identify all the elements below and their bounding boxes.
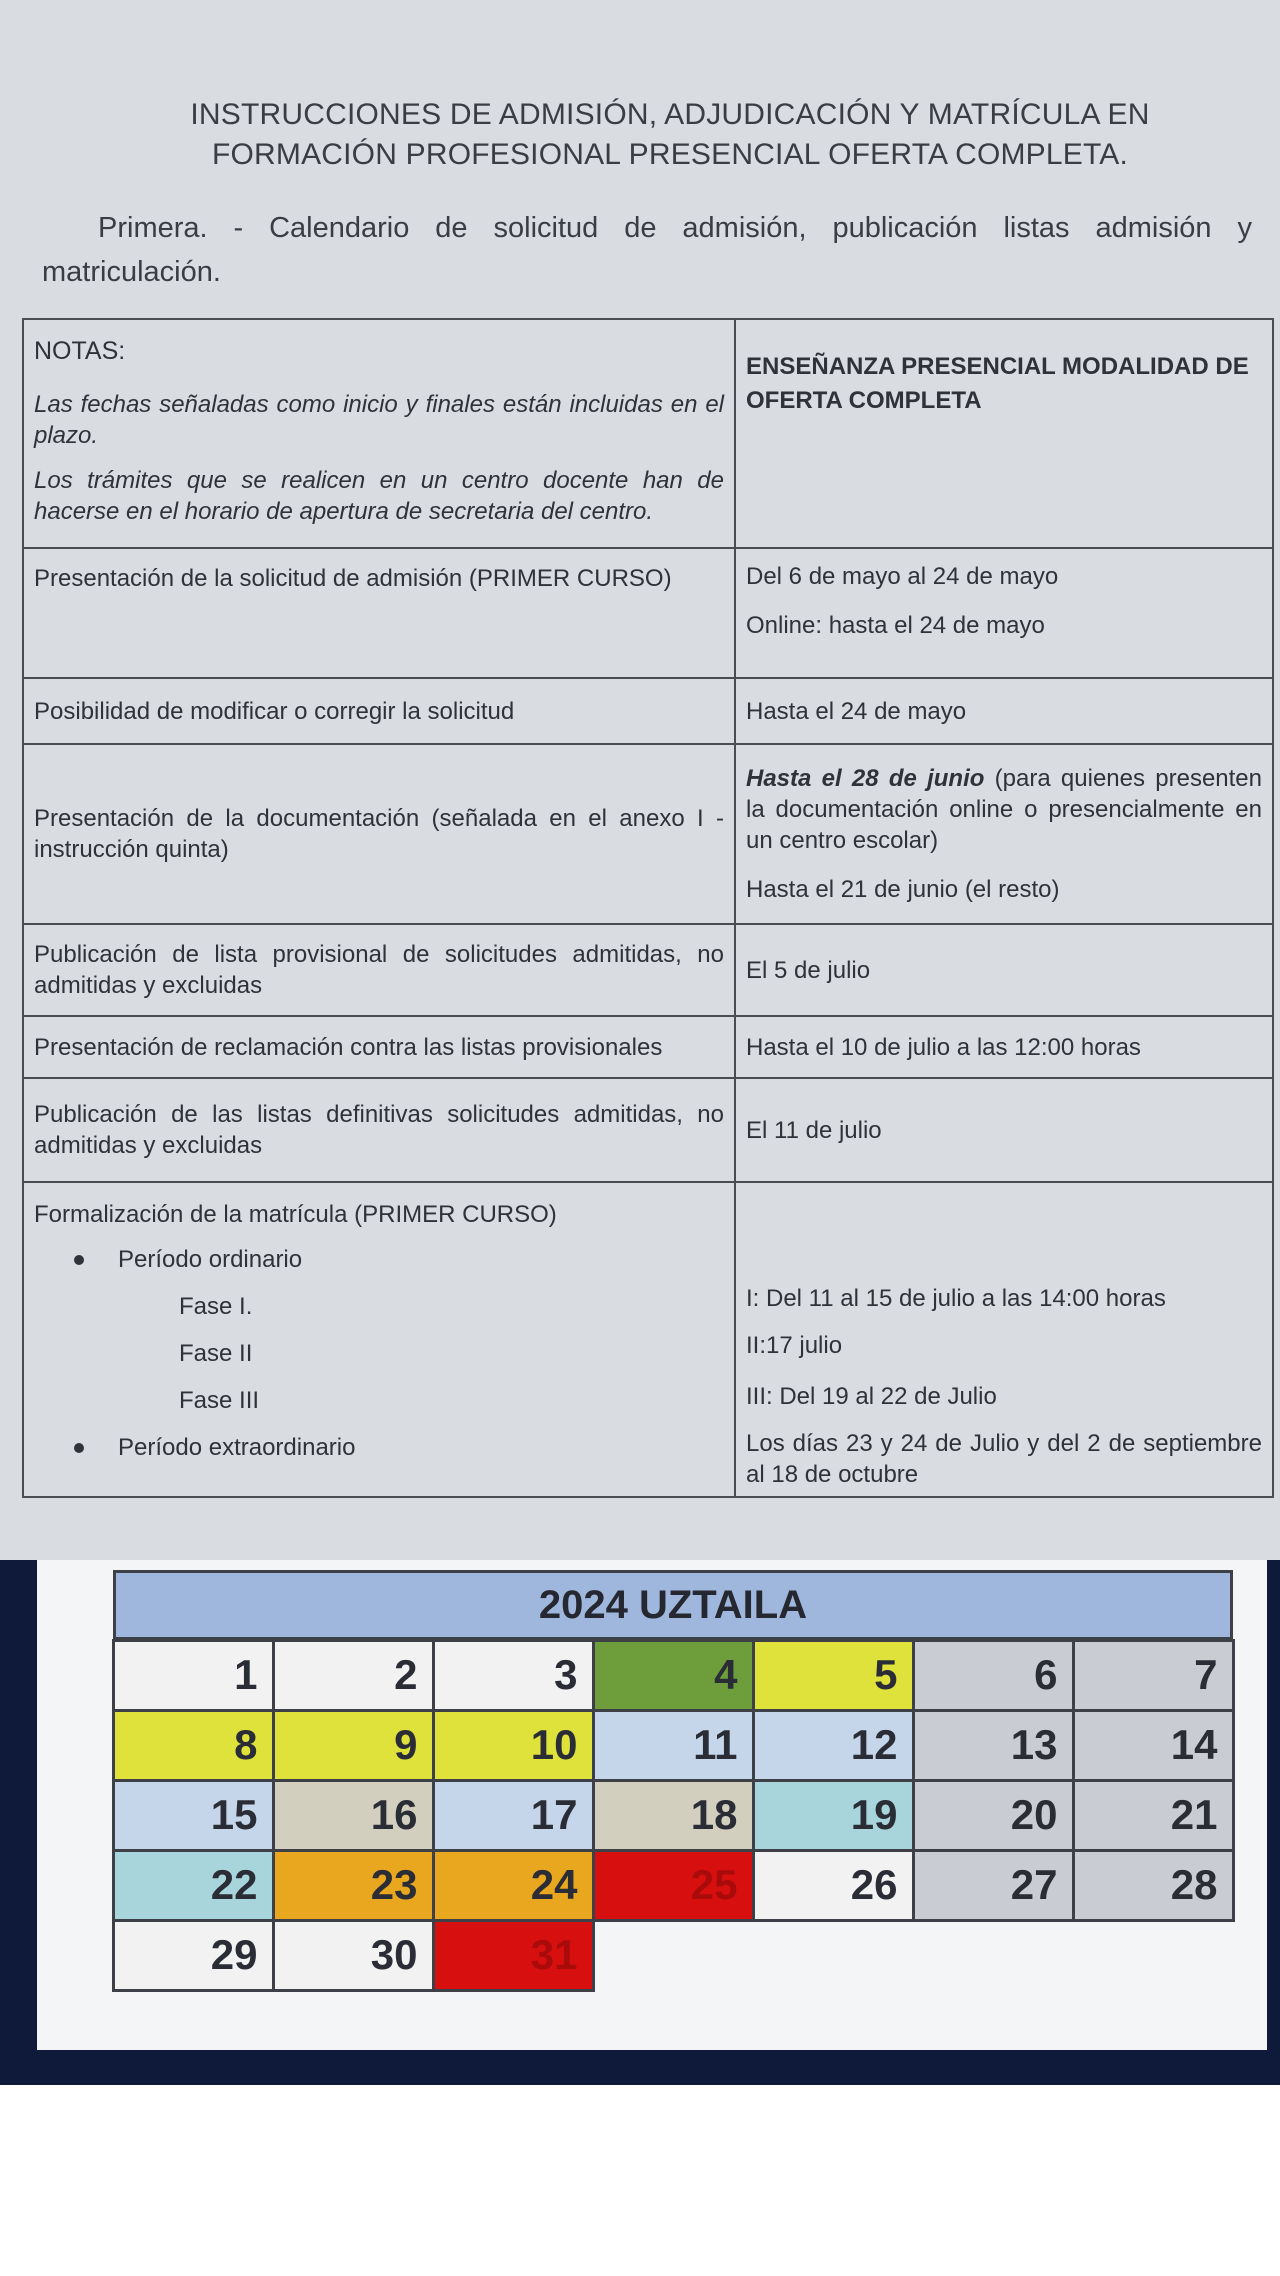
note-office-hours: Los trámites que se realicen en un centro docente han de hacerse en el horario de apertura de secretaria del centro.: [34, 467, 724, 525]
calendar-day: 7: [1072, 1639, 1235, 1712]
row-label: Presentación de reclamación contra las listas provisionales: [23, 1016, 735, 1078]
bullet-icon: [74, 1255, 84, 1265]
table-row: [23, 548, 1273, 678]
calendar-day: 11: [592, 1709, 755, 1782]
calendar-day: 28: [1072, 1849, 1235, 1922]
row-label: Posibilidad de modificar o corregir la solicitud: [23, 678, 735, 744]
calendar-day: 14: [1072, 1709, 1235, 1782]
row-label: Publicación de lista provisional de solicitudes admitidas, no admitidas y excluidas: [23, 924, 735, 1016]
admission-calendar-table: [22, 318, 1274, 1498]
table-row: [23, 744, 1273, 924]
calendar-day: 5: [752, 1639, 915, 1712]
row-value: Hasta el 10 de julio a las 12:00 horas: [735, 1016, 1273, 1078]
row-value: Hasta el 24 de mayo: [735, 678, 1273, 744]
table-row: [23, 678, 1273, 744]
row-value-line: Online: hasta el 24 de mayo: [746, 612, 1045, 639]
phase-1-label: Fase I.: [179, 1293, 253, 1320]
matricula-title: Formalización de la matrícula (PRIMER CURSO): [34, 1201, 557, 1228]
calendar-day: 26: [752, 1849, 915, 1922]
row-value: El 5 de julio: [735, 924, 1273, 1016]
calendar-day: 18: [592, 1779, 755, 1852]
notes-row: [23, 319, 1273, 548]
deadline-note: (para quienes presenten la documentación online o presencialmente en un centro escolar): [746, 765, 1262, 854]
phase-3-dates: III: Del 19 al 22 de Julio: [746, 1383, 997, 1410]
calendar-day: 22: [112, 1849, 275, 1922]
calendar-day: 19: [752, 1779, 915, 1852]
table-row: [23, 1078, 1273, 1182]
calendar-day: 21: [1072, 1779, 1235, 1852]
phase-1-dates: I: Del 11 al 15 de julio a las 14:00 horas: [746, 1285, 1166, 1312]
calendar-day: 24: [432, 1849, 595, 1922]
phase-2-dates: II:17 julio: [746, 1332, 843, 1359]
calendar-day: 10: [432, 1709, 595, 1782]
list-item: [74, 1432, 724, 1463]
calendar-day: 16: [272, 1779, 435, 1852]
table-row: [23, 1016, 1273, 1078]
extraordinary-dates: Los días 23 y 24 de Julio y del 2 de septiembre al 18 de octubre: [746, 1430, 1262, 1488]
notes-heading: NOTAS:: [34, 337, 126, 365]
document-intro: Primera. - Calendario de solicitud de admisión, publicación listas admisión y matriculación.: [42, 212, 1252, 288]
ordinary-period-label: Período ordinario: [118, 1246, 303, 1273]
calendar-title: 2024 UZTAILA: [113, 1570, 1233, 1640]
calendar-day: 23: [272, 1849, 435, 1922]
extraordinary-period-label: Período extraordinario: [118, 1434, 356, 1461]
column-header: ENSEÑANZA PRESENCIAL MODALIDAD DE OFERTA COMPLETA: [746, 353, 1249, 414]
calendar-day: 9: [272, 1709, 435, 1782]
july-calendar: [113, 1570, 1233, 1990]
calendar-day: 8: [112, 1709, 275, 1782]
calendar-day: 13: [912, 1709, 1075, 1782]
row-label: Presentación de la documentación (señalada en el anexo I - instrucción quinta): [23, 744, 735, 924]
row-label: Publicación de las listas definitivas solicitudes admitidas, no admitidas y excluidas: [23, 1078, 735, 1182]
row-value-line: [746, 763, 1262, 856]
calendar-day: 31: [432, 1919, 595, 1992]
calendar-day: 29: [112, 1919, 275, 1992]
calendar-day: 27: [912, 1849, 1075, 1922]
phase-2-label: Fase II: [179, 1340, 253, 1367]
row-value-line: Hasta el 21 de junio (el resto): [746, 876, 1060, 903]
row-label: Presentación de la solicitud de admisión (PRIMER CURSO): [23, 548, 735, 678]
notes-cell: [23, 319, 735, 548]
table-row: [23, 924, 1273, 1016]
calendar-day: 4: [592, 1639, 755, 1712]
bullet-icon: [74, 1443, 84, 1453]
calendar-day: 6: [912, 1639, 1075, 1712]
calendar-day: 20: [912, 1779, 1075, 1852]
row-value-line: Del 6 de mayo al 24 de mayo: [746, 563, 1059, 590]
phase-3-label: Fase III: [179, 1387, 260, 1414]
calendar-day: 25: [592, 1849, 755, 1922]
calendar-day: 12: [752, 1709, 915, 1782]
calendar-day: 3: [432, 1639, 595, 1712]
calendar-day: 30: [272, 1919, 435, 1992]
calendar-day: 17: [432, 1779, 595, 1852]
calendar-day: 2: [272, 1639, 435, 1712]
note-dates-included: Las fechas señaladas como inicio y finales están incluidas en el plazo.: [34, 391, 724, 449]
matricula-row: [23, 1182, 1273, 1497]
list-item: [74, 1244, 724, 1275]
matricula-value-cell: [735, 1182, 1273, 1497]
calendar-day: 1: [112, 1639, 275, 1712]
document-title: INSTRUCCIONES DE ADMISIÓN, ADJUDICACIÓN Y MATRÍCULA EN FORMACIÓN PROFESIONAL PRESENCIAL OFERTA COMPLETA.: [190, 98, 1150, 171]
calendar-day: 15: [112, 1779, 275, 1852]
deadline-bold: Hasta el 28 de junio: [746, 765, 985, 792]
matricula-label-cell: [23, 1182, 735, 1497]
row-value: [735, 548, 1273, 678]
column-header-cell: [735, 319, 1273, 548]
row-value: El 11 de julio: [735, 1078, 1273, 1182]
row-value: [735, 744, 1273, 924]
